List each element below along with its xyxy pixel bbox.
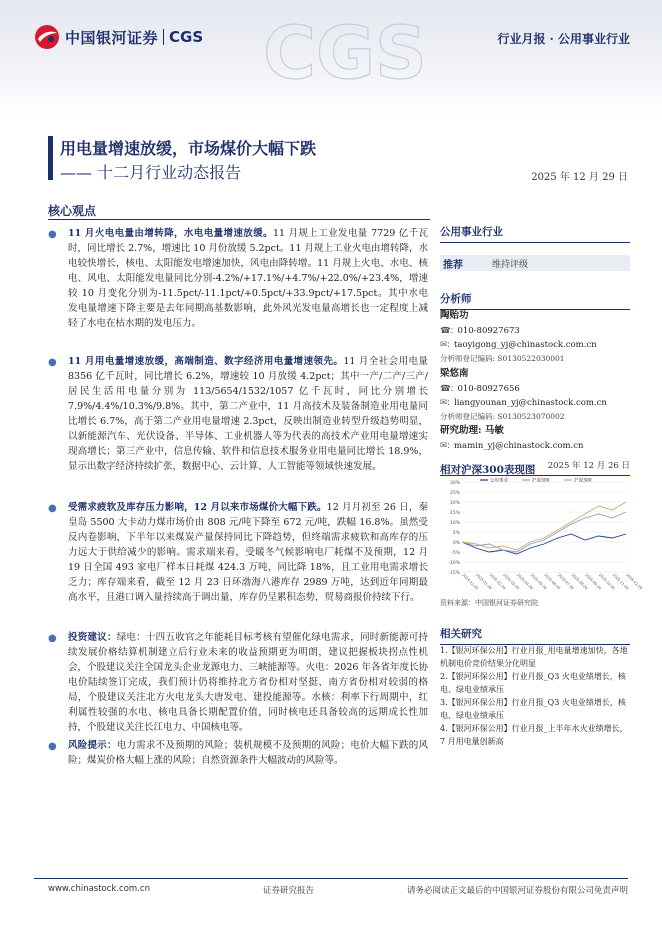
chart-date: 2025 年 12 月 26 日	[547, 461, 630, 471]
y-tick-label: 20%	[449, 501, 460, 506]
bullet-dot-icon: ●	[48, 503, 57, 514]
related-list	[440, 645, 632, 749]
x-tick-label: 2025-09-26	[584, 572, 602, 591]
analyst-section	[440, 291, 630, 310]
x-tick-label: 2025-10-26	[597, 572, 616, 591]
report-date: 2025 年 12 月 29 日	[531, 172, 628, 183]
email-icon: ✉:	[440, 340, 450, 350]
relative-performance-chart	[440, 476, 643, 591]
chart-source: 资料来源：中国银河证券研究院	[440, 599, 538, 607]
x-tick-label: 2025-04-26	[515, 572, 534, 591]
research-assistant: 研究助理: 马敏	[440, 425, 504, 436]
bullet-lead: 受需求疲软及库存压力影响，12 月以来市场煤价大幅下跌。	[68, 502, 327, 513]
footer-url[interactable]: www.chinastock.com.cn	[48, 884, 150, 894]
industry-heading: 公用事业行业	[440, 226, 503, 238]
watermark-logo	[263, 8, 427, 95]
core-bullet-5	[48, 738, 428, 768]
y-tick-label: 30%	[449, 481, 460, 486]
core-bullet-2	[48, 354, 428, 474]
analyst-name: 梁悠南	[440, 368, 469, 379]
legend-label: 公用事业	[490, 478, 508, 484]
bullet-body: 电力需求不及预期的风险；装机规模不及预期的风险；电价大幅下跌的风险；煤炭价格大幅上涨的风险；自然资源条件大幅波动的风险等。	[68, 740, 428, 766]
bullet-lead: 11 月火电电量由增转降，水电电量增速放缓。	[68, 228, 273, 239]
core-views-divider	[48, 219, 430, 220]
related-section	[440, 626, 630, 645]
analyst-heading: 分析师	[440, 293, 472, 305]
title-accent-bar	[48, 136, 53, 180]
analyst-email[interactable]	[440, 339, 597, 351]
x-tick-label: 2025-02-26	[488, 572, 507, 591]
x-tick-label: 2025-11-26	[611, 572, 630, 591]
core-bullet-3	[48, 500, 428, 605]
legend-label: 沪深300	[532, 478, 550, 484]
email-text[interactable]: mamin_yj@chinastock.com.cn	[454, 441, 584, 451]
email-icon: ✉:	[440, 398, 450, 408]
report-type-label: 行业月报 · 公用事业行业	[497, 32, 630, 46]
rating-label: 推荐	[443, 260, 463, 271]
related-item[interactable]: 2.【银河环保公用】行业月报_Q3 火电业绩增长，核电、绿电业绩承压	[440, 672, 626, 694]
bullet-dot-icon: ●	[48, 633, 57, 644]
y-tick-label: 25%	[449, 491, 460, 496]
rating-value: 维持评级	[492, 260, 529, 270]
x-tick-label: 2025-01-26	[474, 572, 493, 591]
analyst-code: 分析师登记编码: S0130522030001	[440, 354, 565, 363]
x-tick-label: 2024-12-26	[461, 572, 479, 591]
bullet-body: 11 月全社会用电量 8356 亿千瓦时，同比增长 6.2%，增速较 10 月放缓 4.2pct；其中一产/二产/三产/居民生活用电量分别为 113/5654/1532/1057 亿千瓦时，同比分别增长 7.9%/4.4%/10.3%/9.8%。其中，第二产业中，11 月高技术及装备制造业用电量同比增长 6.7%，高于第二产业用电量增速 2.3pct，反映出制造业转型升级趋势明显，以新能源汽车、光伏设备、半导体、工业机器人等为代表的高技术产业用电量增速实现高增长；第三产业中，信息传输、软件和信息技术服务业用电量同比增长 18.9%，显示出数字经济持续扩张，数据中心、云计算、人工智能等领域快速发展。	[68, 356, 428, 472]
x-tick-label: 2025-08-26	[570, 572, 589, 591]
y-tick-label: 5%	[452, 531, 460, 536]
x-tick-label: 2025-06-26	[543, 572, 561, 591]
footer-disclaimer: 请务必阅读正文最后的中国银河证券股份有限公司免责声明	[406, 886, 628, 896]
brand-logo	[34, 24, 203, 50]
logo-divider	[163, 29, 164, 45]
email-text[interactable]: liangyounan_yj@chinastock.com.cn	[454, 398, 607, 408]
industry-divider	[440, 242, 630, 243]
related-heading: 相关研究	[440, 628, 482, 640]
analyst-email[interactable]	[440, 397, 607, 409]
core-bullet-4	[48, 630, 428, 735]
bullet-lead: 11 月用电量增速放缓，高端制造、数字经济用电量增速领先。	[68, 356, 344, 367]
phone-text: 010-80927673	[457, 326, 520, 336]
bullet-body: 绿电：十四五收官之年能耗目标考核有望催化绿电需求，同时新能源可持续发展价格结算机制建立后行业未来的收益预期更为明朗，建议把握板块拐点性机会，个股建议关注全国龙头企业龙源电力、三峡能源等。火电：2026 年各省年度长协电价陆续签订完成，我们预计仍将维持北方省份相对坚挺、南方省份相对较弱的格局，个股建议关注北方火电龙头大唐发电、建投能源等。水核：利率下行周期中，红利属性较强的水电、核电具备长期配置价值，同时核电还具备较高的远期成长性加持，个股建议关注长江电力、中国核电等。	[68, 632, 428, 733]
bullet-body: 12 月月初至 26 日，秦皇岛 5500 大卡动力煤市场价由 808 元/吨下降至 672 元/吨，跌幅 16.8%。虽然受反内卷影响，下半年以来煤炭产量保持同比下降趋势，但终端需求疲软和高库存的压力远大于供给减少的影响。需求端来看，受暖冬气候影响电厂耗煤不及预期，12 月 19 日全国 493 家电厂样本日耗煤 424.3 万吨，同比降 18%，且工业用电需求增长乏力；库存端来看，截至 12 月 23 日环渤海八港库存 2989 万吨，达到近年同期最高水平，且港口调入量持续高于调出量，库存仍呈累积态势，贸易商报价持续下行。	[68, 502, 428, 603]
y-tick-label: 10%	[449, 521, 460, 526]
legend-label: 沪深300	[574, 478, 592, 484]
analyst-name: 陶贻功	[440, 310, 469, 321]
industry-section	[440, 224, 630, 243]
chart-section	[440, 458, 630, 476]
y-tick-label: 0%	[452, 541, 460, 546]
related-item[interactable]: 4.【银河环保公用】行业月报_上半年水火业绩增长，7 月用电量创新高	[440, 724, 628, 746]
phone-text: 010-80927656	[457, 384, 520, 394]
x-tick-label: 2025-12-26	[625, 572, 643, 591]
bullet-dot-icon: ●	[48, 357, 57, 368]
related-item[interactable]: 3.【银河环保公用】行业月报_Q3 火电业绩增长，核电、绿电业绩承压	[440, 698, 626, 720]
related-item[interactable]: 1.【银河环保公用】行业月报_用电量增速加快，各地机制电价竞价结果分化明显	[440, 646, 628, 668]
y-tick-label: -10%	[448, 561, 460, 566]
y-tick-label: -15%	[448, 571, 460, 576]
bullet-dot-icon: ●	[48, 741, 57, 752]
x-tick-label: 2025-05-26	[529, 572, 548, 591]
phone-icon: ☎:	[440, 326, 454, 336]
core-bullet-1	[48, 226, 428, 331]
logo-english-name: CGS	[169, 28, 204, 46]
svg-text:CGS: CGS	[263, 11, 427, 95]
logo-chinese-name: 中国银河证券	[65, 28, 159, 47]
email-icon: ✉:	[440, 441, 450, 451]
galaxy-logo-icon	[34, 24, 60, 50]
footer-divider	[34, 878, 628, 879]
bullet-body: 11 月规上工业发电量 7729 亿千瓦时，同比增长 2.7%，增速比 10 月份放缓 5.2pct。11 月规上工业火电由增转降，水电较快增长，核电、太阳能发电增速加快，风电由降转增。11 月规上火电、水电、核电、风电、太阳能发电量同比分别-4.2%/+17.1%/+4.7%/+22.0%/+23.4%，增速较 10 月变化分别为-11.5pct/-11.1pct/+0.5pct/+33.9pct/+17.5pct。其中水电发电量增速下降主要是去年同期高基数影响，此外风光发电量高增长也一定程度上减轻了水电在枯水期的发电压力。	[68, 228, 429, 329]
bullet-dot-icon: ●	[48, 229, 57, 240]
analyst-phone	[440, 325, 520, 337]
x-tick-label: 2025-03-26	[502, 572, 520, 591]
footer-label: 证券研究报告	[263, 886, 315, 896]
bullet-lead: 风险提示：	[68, 740, 117, 751]
assistant-email[interactable]	[440, 440, 583, 452]
rating-box	[440, 255, 630, 271]
report-title: 用电量增速放缓，市场煤价大幅下跌	[60, 139, 317, 158]
report-subtitle: —— 十二月行业动态报告	[60, 163, 242, 182]
y-tick-label: -5%	[451, 551, 460, 556]
series-line	[462, 502, 626, 550]
analyst-code: 分析师登记编码: S0130523070002	[440, 412, 565, 421]
core-views-heading: 核心观点	[48, 204, 97, 218]
phone-icon: ☎:	[440, 384, 454, 394]
analyst-phone	[440, 383, 520, 395]
email-text[interactable]: taoyigong_yj@chinastock.com.cn	[454, 340, 597, 350]
bullet-lead: 投资建议：	[68, 632, 117, 643]
chart-heading: 相对沪深300表现图	[440, 464, 536, 476]
y-tick-label: 15%	[449, 511, 460, 516]
x-tick-label: 2025-07-26	[556, 572, 575, 591]
